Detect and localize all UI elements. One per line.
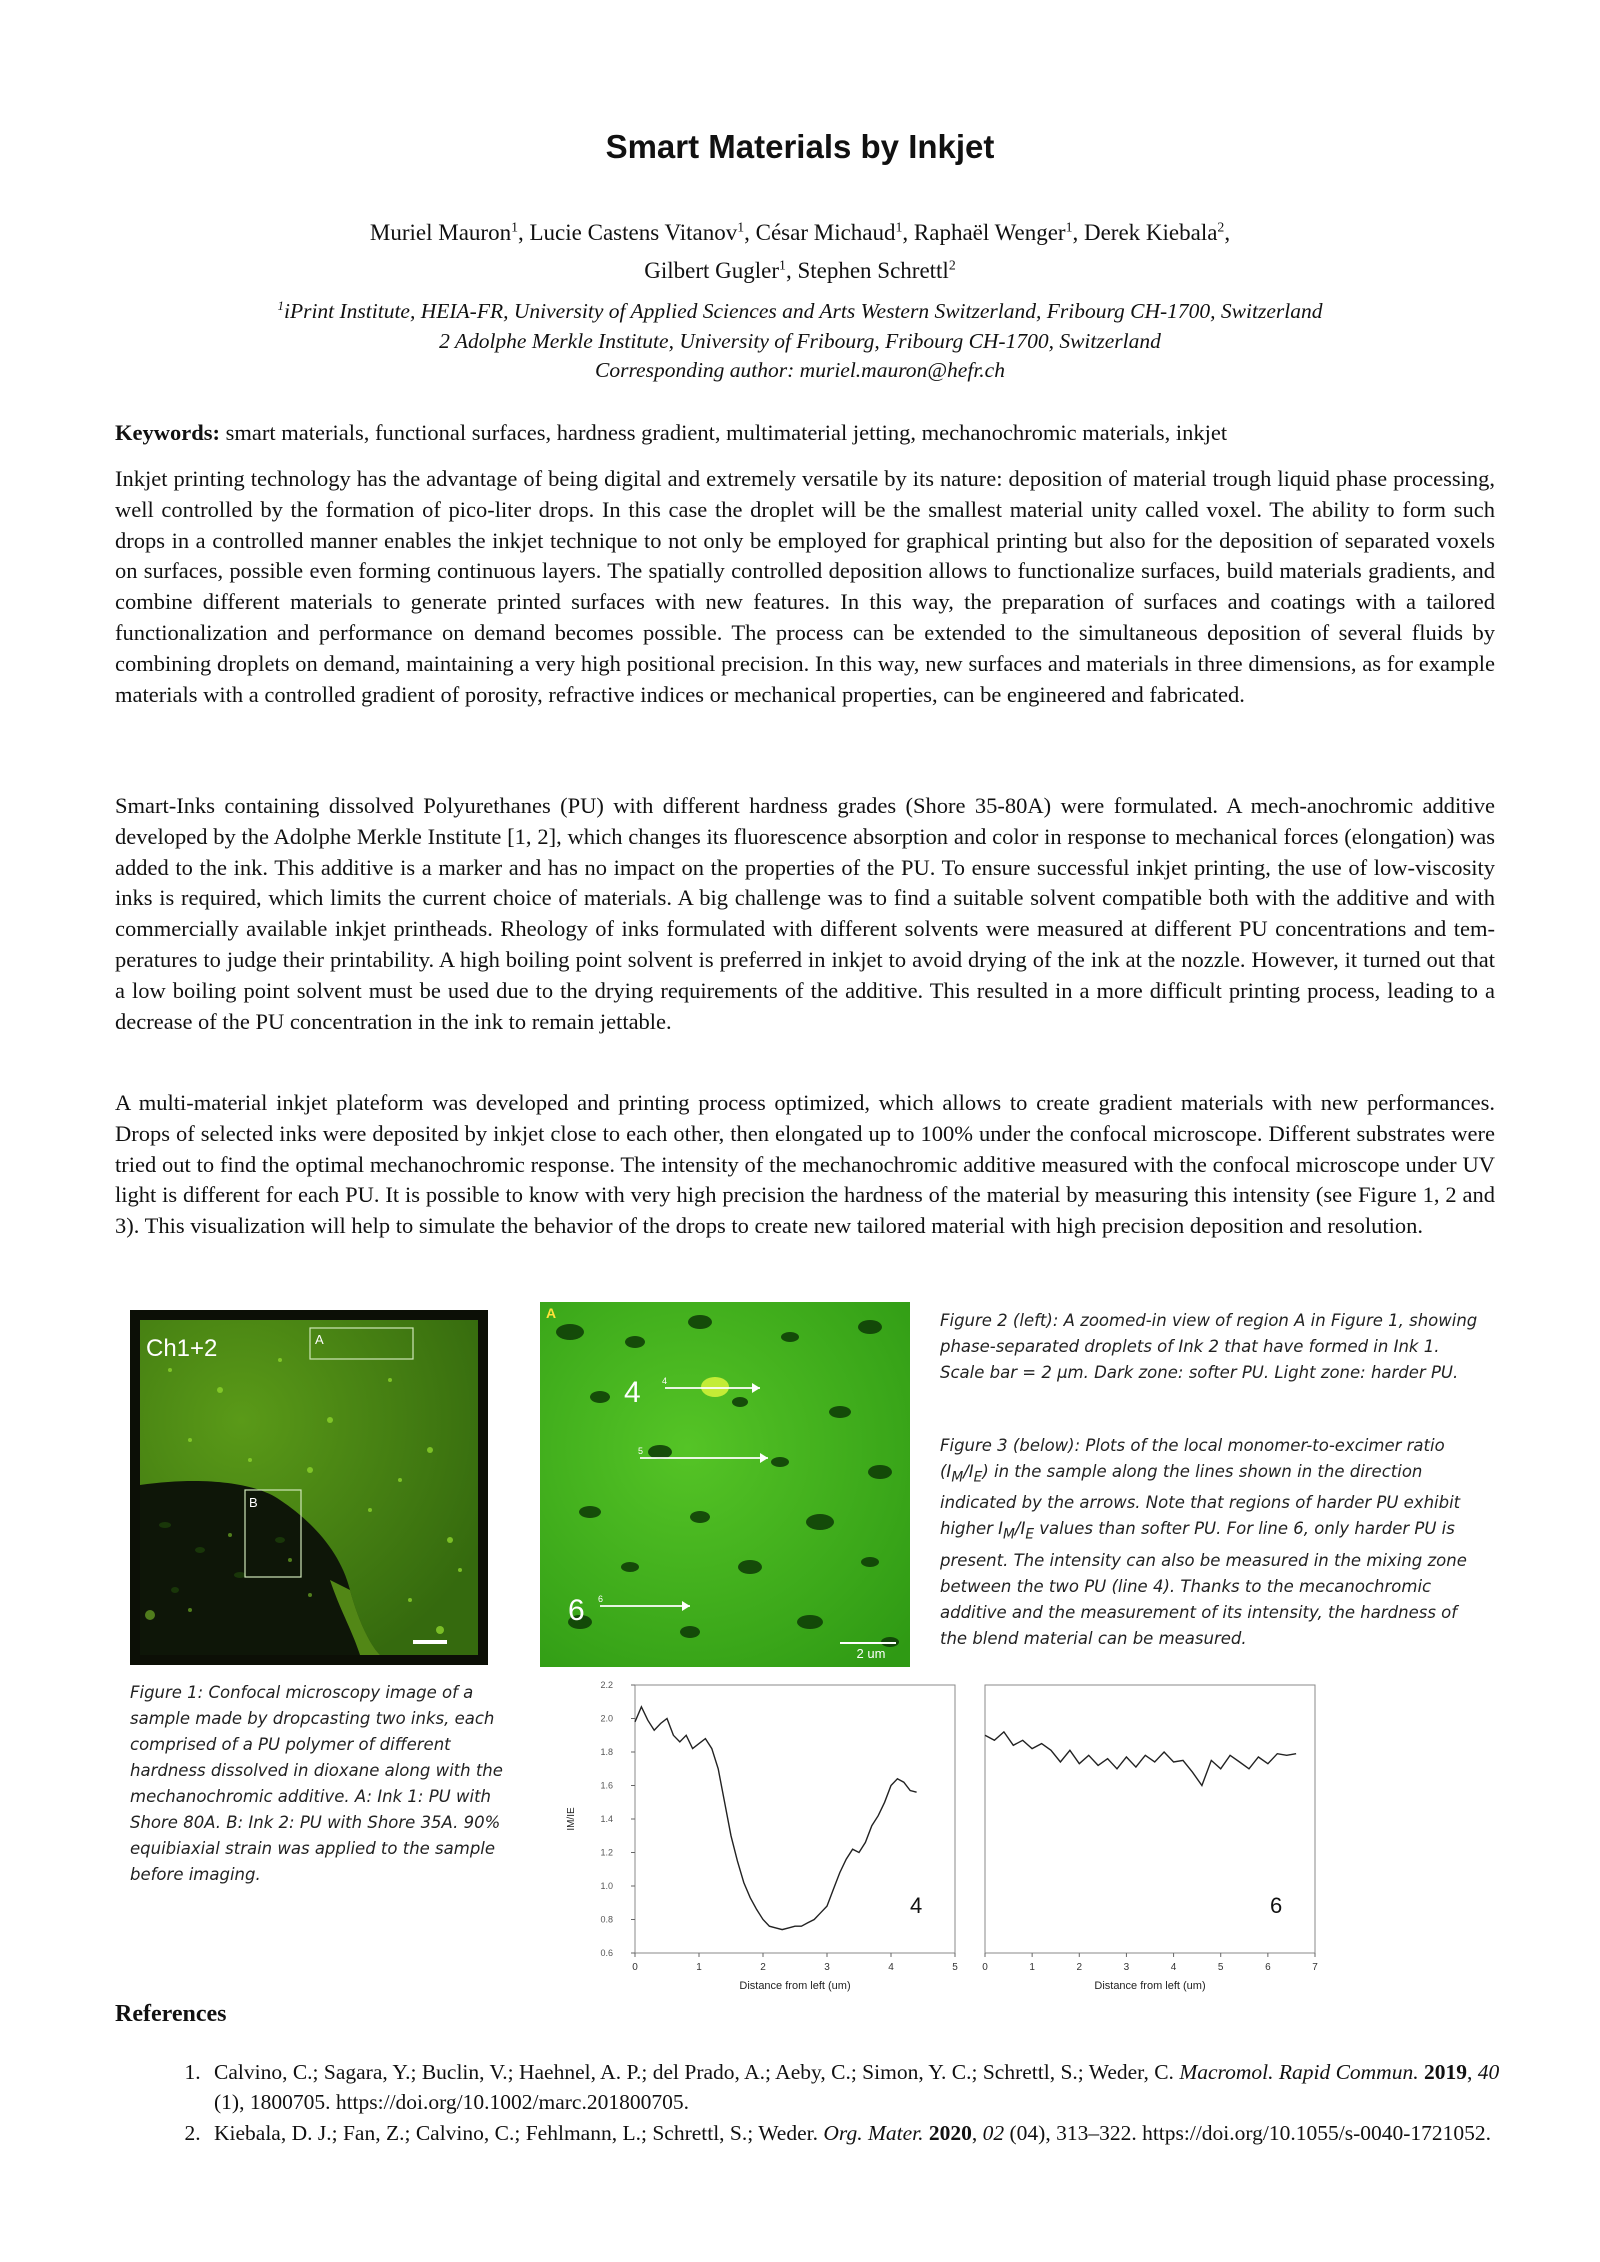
reference-journal: Org. Mater. [823, 2121, 924, 2145]
author-separator: , [518, 220, 530, 245]
line-annotation: 6 [1270, 1893, 1283, 1918]
author-affiliation-mark: 1 [511, 219, 518, 235]
x-tick-label: 4 [888, 1962, 894, 1973]
line-annotation: 4 [910, 1893, 923, 1918]
y-tick-label: 1.4 [600, 1814, 613, 1824]
y-tick-label: 1.8 [600, 1747, 613, 1757]
reference-year: 2019 [1423, 2060, 1467, 2084]
plot-area [985, 1685, 1315, 1953]
figure-1-image [130, 1310, 488, 1665]
corresponding-author: Corresponding author: muriel.mauron@hefr.ch [595, 358, 1005, 382]
chart-line-6-svg [975, 1675, 1325, 1995]
reference-volume: 40 [1477, 2060, 1500, 2084]
y-tick-label: 1.0 [600, 1881, 613, 1891]
x-axis-label: Distance from left (um) [1094, 1980, 1206, 1992]
y-axis-label: IM/IE [566, 1807, 577, 1831]
references-list [160, 2057, 1526, 2149]
author-affiliation-mark: 1 [737, 219, 745, 235]
scale-bar [840, 1642, 896, 1644]
author-separator: , [785, 258, 798, 283]
plot-area [635, 1685, 955, 1953]
x-tick-label: 5 [1217, 1962, 1224, 1973]
author-affiliation-mark: 1 [779, 257, 786, 273]
author-affiliation-mark: 1 [895, 219, 903, 235]
x-tick-label: 3 [824, 1962, 830, 1973]
body-paragraph-2: Smart-Inks containing dissolved Polyurethanes (PU) with different hardness grades (Shore 35-80A) were formulated. A mech-anochromic additive developed by the Adolphe Merkle Institute [1, 2], which changes its fluorescence absorption and color in response to mechanical forces (elongation) was added to the ink. This additive is a marker and has no impact on the properties of the PU. To ensure successful inkjet printing, the use of low-viscosity inks is required, which limits the current choice of materials. A big challenge was to find a suitable solvent compatible both with the additive and with commercially available inkjet printheads. Rheology of inks formulated with different solvents were measured at different PU concentrations and tem-peratures to judge their printability. A high boiling point solvent is preferred in inkjet to avoid drying of the ink at the nozzle. However, it turned out that a low boiling point solvent must be used due to the drying requirements of the additive. This resulted in a more difficult printing process, leading to a decrease of the PU concentration in the ink to remain jettable. [115, 793, 1495, 1034]
reference-year: 2020 [928, 2121, 972, 2145]
reference-volume: 02 [982, 2121, 1005, 2145]
scale-bar-label: 2 um [856, 1646, 886, 1661]
x-tick-label: 7 [1312, 1962, 1318, 1973]
author-separator: , [1224, 220, 1231, 245]
author-separator: , [902, 220, 914, 245]
author-name: César Michaud [755, 220, 896, 245]
region-b-label: B [249, 1495, 258, 1510]
line-6-small-label: 6 [598, 1594, 604, 1604]
x-tick-label: 5 [952, 1962, 958, 1973]
affiliation-2: 2 Adolphe Merkle Institute, University of Fribourg, Fribourg CH-1700, Switzerland [439, 329, 1161, 353]
keywords-text: smart materials, functional surfaces, hardness gradient, multimaterial jetting, mechanochromic materials, inkjet [220, 420, 1228, 445]
y-tick-label: 1.2 [600, 1847, 613, 1858]
x-tick-label: 2 [760, 1962, 766, 1973]
y-tick-label: 0.6 [600, 1948, 613, 1958]
author-separator: , [1072, 220, 1084, 245]
scale-bar [413, 1640, 447, 1644]
author-name: Lucie Castens Vitanov [529, 220, 738, 245]
reference-authors: Kiebala, D. J.; Fan, Z.; Calvino, C.; Fehlmann, L.; Schrettl, S.; Weder. [214, 2121, 824, 2145]
page-title: Smart Materials by Inkjet [605, 128, 995, 165]
reference-journal: Macromol. Rapid Commun. [1179, 2060, 1419, 2084]
y-tick-label: 2.2 [600, 1680, 613, 1690]
figure-1-caption: Figure 1: Confocal microscopy image of a sample made by dropcasting two inks, each comprised of a PU polymer of different hardness dissolved in dioxane along with the mechanochromic additive. A: Ink 1: PU with Shore 80A. B: Ink 2: PU with Shore 35A. 90% equibiaxial strain was applied to the sample before imaging. [130, 1683, 503, 1884]
reference-details: (1), 1800705. https://doi.org/10.1002/marc.201800705. [214, 2090, 689, 2114]
x-axis-label: Distance from left (um) [739, 1980, 851, 1992]
author-name: Raphaël Wenger [913, 220, 1066, 245]
chart-line-6 [975, 1675, 1325, 1995]
line-6-label: 6 [568, 1594, 585, 1627]
reference-item [206, 2118, 1526, 2148]
x-tick-label: 3 [1123, 1962, 1130, 1973]
keywords [115, 420, 1495, 446]
affiliation-1: $^1$iPrint Institute, HEIA-FR, University of Applied Sciences and Arts Western Switzerland, Fribourg CH-1700, Switzerland [277, 298, 1323, 323]
author-name: Derek Kiebala [1083, 220, 1218, 245]
figure-2-image [540, 1302, 910, 1667]
author-list [160, 214, 1440, 290]
author-affiliation-mark: 1 [1065, 219, 1073, 235]
reference-separator: , [1466, 2060, 1478, 2084]
x-tick-label: 1 [1029, 1962, 1035, 1973]
y-tick-label: 1.6 [600, 1780, 613, 1791]
reference-authors: Calvino, C.; Sagara, Y.; Buclin, V.; Haehnel, A. P.; del Prado, A.; Aeby, C.; Simon, Y. C.; Schrettl, S.; Weder, C. [214, 2060, 1180, 2084]
y-tick-label: 2.0 [600, 1713, 613, 1724]
x-tick-label: 6 [1265, 1962, 1271, 1973]
chart-line-4-svg [560, 1675, 960, 1995]
x-tick-label: 2 [1076, 1962, 1083, 1973]
x-tick-label: 0 [982, 1962, 988, 1973]
line-4-label: 4 [624, 1376, 641, 1409]
author-name: Muriel Mauron [369, 220, 512, 245]
reference-details: (04), 313–322. https://doi.org/10.1055/s-0040-1721052. [1004, 2121, 1492, 2145]
author-affiliation-mark: 2 [1217, 219, 1225, 235]
x-tick-label: 0 [632, 1962, 638, 1973]
line-4-small-label: 4 [662, 1376, 668, 1386]
region-a-label: A [315, 1332, 324, 1347]
body-paragraph-3: A multi-material inkjet plateform was developed and printing process optimized, which allows to create gradient materials with new performances. Drops of selected inks were deposited by inkjet close to each other, then elongated up to 100% under the confocal microscope. Different substrates were tried out to find the optimal mechanochromic response. The intensity of the mechanochromic additive measured with the confocal microscope under UV light is different for each PU. It is possible to know with very high precision the hardness of the material by measuring this intensity (see Figure 1, 2 and 3). This visualization will help to simulate the behavior of the drops to create new tailored material with high precision deposition and resolution. [115, 1090, 1495, 1239]
author-line-1 [160, 214, 1440, 252]
x-tick-label: 4 [1170, 1962, 1177, 1973]
affiliations [160, 296, 1440, 356]
figure-2-caption: Figure 2 (left): A zoomed-in view of region A in Figure 1, showing phase-separated droplets of Ink 2 that have formed in Ink 1. Scale bar = 2 µm. Dark zone: softer PU. Light zone: harder PU. [940, 1311, 1478, 1382]
body-paragraph-1: Inkjet printing technology has the advantage of being digital and extremely versatile by its nature: deposition of material trough liquid phase processing, well controlled by the formation of pico-liter drops. In this case the droplet will be the smallest material unity called voxel. The ability to form such drops in a controlled manner enables the inkjet technique to not only be employed for graphical printing but also for the deposition of separated voxels on surfaces, possible even forming continuous layers. The spatially controlled deposition allows to functionalize surfaces, build materials gradients, and combine different materials to generate printed surfaces with new features. In this way, the preparation of surfaces and coatings with a tailored functionalization and performance on demand becomes possible. The process can be extended to the simultaneous deposition of several fluids by combining droplets on demand, maintaining a very high positional precision. In this way, new surfaces and materials in three dimensions, as for example materials with a controlled gradient of porosity, refractive indices or mechanical properties, can be engineered and fabricated. [115, 466, 1495, 707]
author-name: Stephen Schrettl [797, 258, 949, 283]
chart-line-4 [560, 1675, 960, 1995]
author-separator: , [744, 220, 756, 245]
y-tick-label: 0.8 [600, 1914, 613, 1925]
figure-3-caption: Figure 3 (below): Plots of the local monomer-to-excimer ratio $(I_M/I_E)$ in the sample along the lines shown in the direction indicated by the arrows. Note that regions of harder PU exhibit higher $I_M/I_E$ values than softer PU. For line 6, only harder PU is present. The intensity can also be measured in the mixing zone between the two PU (line 4). Thanks to the mecanochromic additive and the measurement of its intensity, the hardness of the blend material can be measured. [940, 1436, 1467, 1648]
reference-item [206, 2057, 1526, 2117]
author-name: Gilbert Gugler [644, 258, 780, 283]
references-heading: References [115, 2001, 227, 2027]
line-5-small-label: 5 [638, 1446, 644, 1456]
author-line-2 [160, 252, 1440, 290]
figure-1-micrograph [130, 1310, 488, 1665]
panel-label: A [546, 1305, 557, 1321]
keywords-label: Keywords: [115, 420, 220, 445]
channel-label: Ch1+2 [146, 1335, 218, 1362]
reference-separator: , [971, 2121, 983, 2145]
figure-2-micrograph [540, 1302, 910, 1667]
x-tick-label: 1 [696, 1962, 702, 1973]
author-affiliation-mark: 2 [948, 257, 956, 273]
